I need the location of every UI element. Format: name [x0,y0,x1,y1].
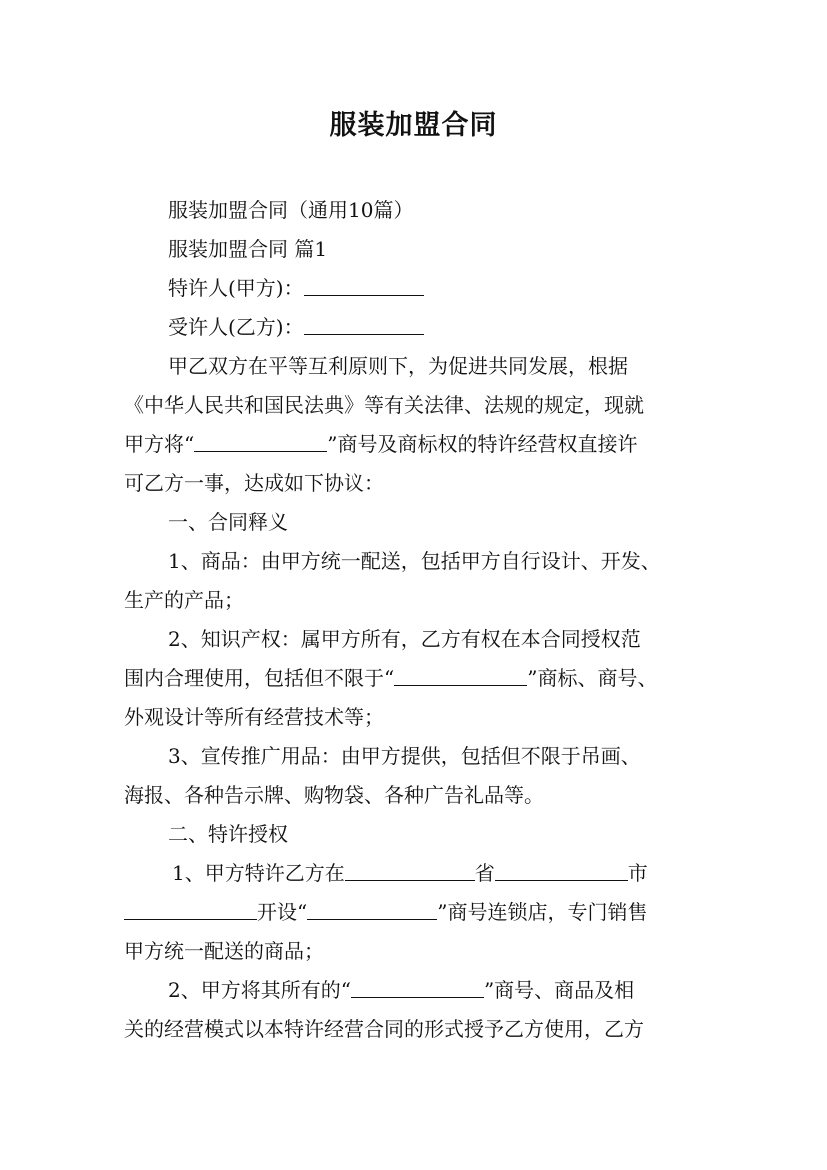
preamble-line-3 [124,424,724,464]
clause-2-1-line-3: 甲方统一配送的商品； [124,939,324,963]
section-heading: 服装加盟合同 篇1 [168,237,328,261]
franchisee-blank [304,312,424,335]
clause-2-2-line-2: 关的经营模式以本特许经营合同的形式授予乙方使用，乙方 [124,1017,644,1041]
franchisor-blank [304,273,424,296]
clause-1-3-line-1: 3、宣传推广用品：由甲方提供，包括但不限于吊画、 [168,744,641,768]
brand-blank [351,975,484,998]
document-title: 服装加盟合同 [329,110,498,141]
preamble-line-1: 甲乙双方在平等互利原则下，为促进共同发展，根据 [168,354,628,378]
clause-2-1-line-2 [124,892,724,932]
clause-1-2-text-b: ”商标、商号、 [527,666,658,690]
clause-1-3-line-2: 海报、各种告示牌、购物袋、各种广告礼品等。 [124,783,544,807]
clause-1-2-line-3: 外观设计等所有经营技术等； [124,705,384,729]
franchisor-line [168,268,768,308]
franchisee-label: 受许人(乙方)： [168,315,304,339]
clause-1-2-text-a: 围内合理使用，包括但不限于“ [124,666,395,690]
preamble-line-4: 可乙方一事，达成如下协议： [124,471,384,495]
franchisee-line [168,307,768,347]
franchisor-label: 特许人(甲方)： [168,276,304,300]
clause-1-1-line-1: 1、商品：由甲方统一配送，包括甲方自行设计、开发、 [168,549,661,573]
clause-2-2-line-1 [168,970,768,1010]
clause-2-1-text-c: 市 [627,861,648,885]
trade-name-blank [194,429,327,452]
store-name-blank [307,897,437,920]
preamble-text-a: 甲方将“ [124,432,195,456]
clause-2-2-text-a: 2、甲方将其所有的“ [168,978,351,1002]
preamble-line-2: 《中华人民共和国民法典》等有关法律、法规的规定，现就 [124,393,644,417]
trademark-blank [394,663,527,686]
clause-2-1-text-b: 省 [474,861,495,885]
clause-2-2-text-b: ”商号、商品及相 [483,978,635,1002]
article-2-heading: 二、特许授权 [168,822,288,846]
clause-2-1-text-e: ”商号连锁店，专门销售 [437,900,648,924]
preamble-text-b: ”商号及商标权的特许经营权直接许 [327,432,638,456]
city-blank [495,858,628,881]
location-blank [124,897,257,920]
clause-1-2-line-2 [124,658,724,698]
clause-1-2-line-1: 2、知识产权：属甲方所有，乙方有权在本合同授权范 [168,627,641,651]
clause-2-1-text-d: 开设“ [257,900,308,924]
clause-2-1-line-1 [172,853,772,893]
clause-1-1-line-2: 生产的产品； [124,588,244,612]
clause-2-1-text-a: 1、甲方特许乙方在 [172,861,345,885]
province-blank [345,858,475,881]
subtitle-line: 服装加盟合同（通用10篇） [168,198,414,222]
article-1-heading: 一、合同释义 [168,510,288,534]
